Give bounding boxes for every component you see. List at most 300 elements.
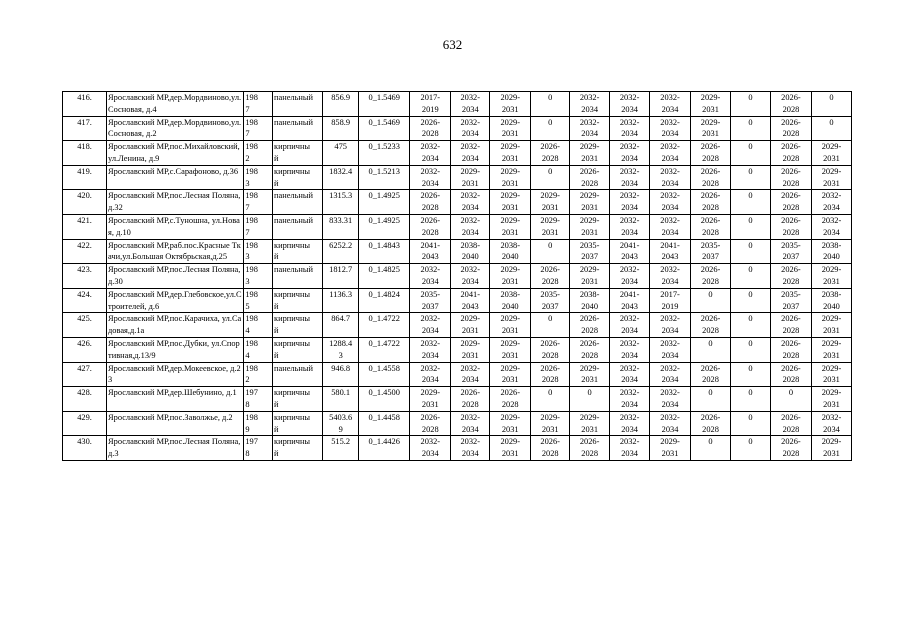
area-cell	[323, 313, 359, 338]
repair-term-line: 2026-	[420, 191, 441, 201]
repair-term-line: 2031	[823, 375, 840, 385]
priority-code-cell: 0_1.4925	[359, 214, 410, 239]
address-line: Ярославский МР,	[108, 93, 170, 102]
repair-term-line: 2029-	[700, 117, 721, 127]
priority-code-cell: 0_1.4925	[359, 190, 410, 215]
build-year-cell	[244, 190, 273, 215]
repair-term-line: 2032-	[579, 117, 600, 127]
table-row	[63, 264, 852, 289]
repair-term-cell	[531, 264, 570, 289]
build-year-cell	[244, 165, 273, 190]
repair-term-cell	[691, 313, 731, 338]
repair-term-line: 2026-	[420, 117, 441, 127]
repair-term-cell	[610, 92, 650, 117]
table-row	[63, 141, 852, 166]
address-line: дер.Шебунино, д.1	[169, 388, 237, 398]
repair-term-cell	[531, 411, 570, 436]
wall-material-line: кирпичны	[274, 289, 311, 299]
row-number: 417.	[63, 116, 107, 141]
repair-term-cell	[490, 436, 531, 461]
repair-term-line: 2029-	[579, 412, 600, 422]
repair-term-line: 2031	[702, 104, 719, 114]
repair-term-line: 2029-	[821, 142, 842, 152]
build-year-line: 198	[245, 191, 258, 201]
repair-term-line: 2031	[501, 104, 519, 114]
build-year-line: 198	[245, 314, 258, 324]
repair-term-cell	[490, 239, 531, 264]
repair-term-line: 2034	[581, 104, 598, 114]
repair-term-cell	[811, 387, 851, 412]
repair-term-cell	[490, 190, 531, 215]
repair-term-cell	[490, 288, 531, 313]
repair-term-cell	[770, 190, 811, 215]
repair-term-cell	[410, 313, 451, 338]
area-line: 946.8	[331, 363, 351, 373]
repair-term-cell	[531, 362, 570, 387]
address-cell	[107, 436, 244, 461]
repair-term-line: 2031	[823, 153, 840, 163]
repair-term-cell	[650, 411, 691, 436]
repair-term-cell	[531, 165, 570, 190]
repair-term-cell	[610, 165, 650, 190]
repair-term-cell	[490, 387, 531, 412]
repair-term-line: 2028	[782, 449, 800, 459]
build-year-line: 198	[245, 117, 258, 127]
repair-term-cell	[410, 141, 451, 166]
row-number: 419.	[63, 165, 107, 190]
repair-term-cell	[811, 190, 851, 215]
repair-term-line: 2037	[782, 301, 800, 311]
repair-term-line: 2032-	[420, 363, 441, 373]
repair-term-line: 2029-	[821, 363, 842, 373]
address-line: Ярославский МР,	[108, 142, 170, 152]
repair-term-line: 2031	[541, 424, 559, 434]
repair-term-line: 2031	[501, 178, 519, 188]
repair-term-line: 2032-	[660, 215, 680, 225]
repair-term-line: 2028	[461, 399, 479, 409]
wall-material-cell	[273, 214, 323, 239]
repair-term-line: 2035-	[781, 289, 801, 299]
repair-term-line: 2026-	[781, 437, 801, 447]
repair-term-line: 2034	[421, 153, 439, 163]
repair-term-line: 2029-	[579, 363, 600, 373]
repair-term-cell	[451, 362, 490, 387]
wall-material-line: й	[274, 252, 279, 262]
repair-term-line: 0	[748, 240, 753, 250]
table-body	[63, 92, 852, 461]
area-cell	[323, 436, 359, 461]
table-row	[63, 165, 852, 190]
repair-term-line: 2032-	[821, 215, 842, 225]
repair-term-line: 2041-	[660, 240, 680, 250]
repair-term-cell	[770, 411, 811, 436]
repair-term-line: 2028	[421, 424, 439, 434]
build-year-line: 7	[245, 227, 250, 237]
table-row	[63, 337, 852, 362]
repair-term-cell	[610, 190, 650, 215]
area-cell	[323, 92, 359, 117]
repair-term-line: 2028	[421, 129, 439, 139]
repair-term-line: 2029-	[579, 265, 600, 275]
repair-term-line: 2032-	[420, 437, 441, 447]
repair-term-line: 2029-	[500, 191, 520, 201]
build-year-line: 198	[245, 289, 258, 299]
repair-term-line: 2026-	[540, 338, 560, 348]
repair-term-line: 2032-	[460, 437, 481, 447]
row-number: 428.	[63, 387, 107, 412]
repair-term-line: 2034	[661, 203, 679, 213]
repair-term-line: 2034	[621, 276, 638, 286]
address-line: ул.Сосновая, д.2	[108, 117, 242, 139]
repair-term-line: 2031	[501, 129, 519, 139]
repair-term-line: 2026-	[579, 437, 600, 447]
wall-material-cell	[273, 92, 323, 117]
address-line: дер.Мокеевское, д.23	[108, 363, 241, 385]
repair-term-line: 2029-	[500, 363, 520, 373]
repair-term-line: 2037	[702, 252, 719, 262]
repair-term-line: 2034	[661, 227, 679, 237]
repair-term-cell	[610, 141, 650, 166]
area-line: 580.1	[331, 388, 351, 398]
repair-term-line: 2029-	[460, 314, 481, 324]
repair-term-cell	[770, 141, 811, 166]
repair-term-line: 2028	[782, 276, 800, 286]
repair-term-line: 2029-	[500, 314, 520, 324]
wall-material-cell	[273, 362, 323, 387]
repair-term-cell	[610, 214, 650, 239]
repair-term-line: 2043	[661, 252, 679, 262]
repair-term-cell	[811, 436, 851, 461]
repair-term-cell	[451, 387, 490, 412]
repair-term-line: 0	[548, 117, 553, 127]
repair-term-line: 2032-	[460, 412, 481, 422]
repair-term-line: 2034	[461, 104, 479, 114]
repair-term-line: 2028	[782, 326, 800, 336]
repair-term-line: 2041-	[619, 289, 640, 299]
repair-term-line: 0	[548, 314, 553, 324]
repair-term-cell	[650, 387, 691, 412]
repair-term-cell	[410, 116, 451, 141]
repair-term-line: 2032-	[660, 338, 680, 348]
repair-term-line: 2034	[621, 178, 638, 188]
repair-term-cell	[731, 92, 771, 117]
repair-term-line: 2038-	[460, 240, 481, 250]
row-number: 422.	[63, 239, 107, 264]
repair-term-line: 2040	[501, 301, 519, 311]
wall-material-line: й	[274, 153, 279, 163]
repair-term-line: 2038-	[500, 289, 520, 299]
repair-term-line: 2028	[782, 350, 800, 360]
row-number: 427.	[63, 362, 107, 387]
repair-term-cell	[570, 387, 610, 412]
repair-term-line: 2026-	[700, 191, 721, 201]
repair-term-cell	[570, 264, 610, 289]
repair-term-line: 2029-	[540, 191, 560, 201]
row-number: 423.	[63, 264, 107, 289]
repair-term-line: 2034	[621, 227, 638, 237]
repair-term-line: 0	[748, 93, 753, 102]
area-line: 475	[334, 142, 347, 152]
repair-term-line: 2026-	[781, 191, 801, 201]
repair-term-line: 2029-	[821, 166, 842, 176]
area-line: 3	[338, 350, 343, 360]
repair-term-line: 2029-	[579, 142, 600, 152]
wall-material-cell	[273, 190, 323, 215]
address-line: ул.Большая Октябрьская,	[122, 252, 213, 262]
repair-term-cell	[610, 264, 650, 289]
area-cell	[323, 165, 359, 190]
priority-code-cell: 0_1.5469	[359, 92, 410, 117]
repair-term-cell	[811, 313, 851, 338]
wall-material-line: кирпичны	[274, 437, 311, 447]
repair-term-line: 2026-	[700, 142, 721, 152]
repair-term-line: 2043	[621, 301, 638, 311]
address-cell	[107, 92, 244, 117]
address-line: Ярославский МР,	[108, 117, 170, 127]
repair-term-line: 2031	[581, 424, 598, 434]
repair-term-line: 2034	[661, 153, 679, 163]
repair-term-line: 2029-	[500, 412, 520, 422]
repair-term-line: 2031	[501, 350, 519, 360]
repair-term-line: 0	[548, 93, 553, 102]
wall-material-line: панельный	[274, 93, 314, 102]
repair-term-line: 2034	[461, 153, 479, 163]
repair-term-cell	[811, 92, 851, 117]
repair-term-cell	[570, 190, 610, 215]
repair-term-line: 2028	[702, 227, 719, 237]
repair-term-line: 2032-	[619, 117, 640, 127]
repair-term-line: 2032-	[619, 412, 640, 422]
repair-term-line: 2034	[621, 449, 638, 459]
wall-material-cell	[273, 411, 323, 436]
repair-term-cell	[650, 165, 691, 190]
build-year-line: 2	[245, 153, 250, 163]
address-line: ул.Сосновая, д.4	[108, 93, 242, 114]
repair-term-cell	[451, 313, 490, 338]
repair-term-cell	[610, 387, 650, 412]
address-line: дер.Мордвиново,	[169, 93, 232, 102]
repair-term-line: 2031	[541, 227, 559, 237]
repair-term-cell	[770, 337, 811, 362]
wall-material-cell	[273, 337, 323, 362]
build-year-cell	[244, 264, 273, 289]
repair-term-cell	[650, 92, 691, 117]
repair-term-cell	[650, 239, 691, 264]
row-number: 420.	[63, 190, 107, 215]
wall-material-line: панельный	[274, 117, 314, 127]
repair-term-cell	[451, 264, 490, 289]
repair-term-line: 2026-	[420, 412, 441, 422]
repair-term-cell	[811, 288, 851, 313]
build-year-line: 198	[245, 338, 258, 348]
table-row	[63, 214, 852, 239]
repair-term-cell	[811, 362, 851, 387]
repair-term-line: 2034	[581, 129, 598, 139]
row-number: 416.	[63, 92, 107, 117]
repair-term-line: 2028	[782, 178, 800, 188]
wall-material-line: панельный	[274, 191, 314, 201]
repair-term-cell	[731, 288, 771, 313]
repair-term-line: 2031	[421, 399, 439, 409]
wall-material-line: кирпичны	[274, 166, 311, 176]
page-number: 632	[442, 37, 463, 52]
repair-term-cell	[451, 165, 490, 190]
address-line: пос.Лесная Поляна, д.3	[108, 437, 241, 459]
repair-term-line: 2026-	[781, 412, 801, 422]
repair-term-line: 2032-	[460, 363, 481, 373]
area-cell	[323, 190, 359, 215]
repair-term-cell	[451, 141, 490, 166]
repair-term-line: 2029-	[660, 437, 680, 447]
repair-term-line: 2034	[621, 424, 638, 434]
repair-term-line: 2026-	[781, 93, 801, 102]
repair-term-cell	[410, 288, 451, 313]
address-cell	[107, 239, 244, 264]
repair-term-line: 2026-	[420, 215, 441, 225]
repair-term-line: 2026-	[700, 166, 721, 176]
wall-material-line: панельный	[274, 265, 314, 275]
build-year-line: 4	[245, 326, 250, 336]
repair-term-line: 2028	[541, 153, 559, 163]
repair-term-line: 2032-	[420, 314, 441, 324]
repair-term-line: 2034	[621, 129, 638, 139]
repair-term-cell	[731, 387, 771, 412]
repair-term-line: 2034	[823, 203, 840, 213]
repair-term-cell	[650, 214, 691, 239]
repair-term-line: 2041-	[619, 240, 640, 250]
row-number: 430.	[63, 436, 107, 461]
address-line: Ярославский МР,	[108, 240, 170, 250]
repair-term-cell	[770, 313, 811, 338]
repair-term-line: 2032-	[420, 166, 441, 176]
repair-term-line: 2031	[823, 350, 840, 360]
repair-term-line: 2026-	[781, 314, 801, 324]
repair-term-cell	[610, 436, 650, 461]
wall-material-line: панельный	[274, 363, 314, 373]
repair-term-cell	[811, 239, 851, 264]
area-cell	[323, 387, 359, 412]
wall-material-line: й	[274, 350, 279, 360]
address-line: ул.Строителей, д.6	[108, 289, 242, 311]
repair-term-cell	[691, 239, 731, 264]
repair-term-cell	[410, 436, 451, 461]
build-year-line: 197	[245, 437, 258, 447]
repair-term-cell	[650, 362, 691, 387]
repair-term-cell	[610, 116, 650, 141]
repair-term-line: 2029-	[540, 412, 560, 422]
repair-term-line: 2031	[823, 449, 840, 459]
table-row	[63, 288, 852, 313]
repair-term-line: 2032-	[420, 338, 441, 348]
priority-code-cell: 0_1.4824	[359, 288, 410, 313]
repair-term-line: 0	[548, 388, 553, 398]
repair-term-line: 2019	[661, 301, 679, 311]
repair-term-cell	[531, 190, 570, 215]
repair-term-line: 2031	[541, 203, 559, 213]
repair-term-cell	[691, 141, 731, 166]
repair-term-cell	[650, 141, 691, 166]
repair-term-cell	[610, 362, 650, 387]
address-line: Ярославский МР,	[108, 437, 170, 447]
address-line: дер.Глебовское,	[169, 289, 226, 299]
repair-term-line: 2031	[581, 375, 598, 385]
address-line: д.25	[212, 252, 228, 262]
repair-term-cell	[490, 214, 531, 239]
address-line: Ярославский МР,	[108, 363, 170, 373]
repair-term-line: 2032-	[460, 93, 481, 102]
repair-term-line: 2029-	[500, 117, 520, 127]
address-cell	[107, 288, 244, 313]
housing-registry-table	[62, 91, 852, 461]
repair-term-line: 2031	[823, 399, 840, 409]
repair-term-cell	[490, 116, 531, 141]
address-line: пос.Лесная Поляна, д.32	[108, 191, 241, 213]
repair-term-line: 2031	[823, 178, 840, 188]
repair-term-line: 2032-	[660, 363, 680, 373]
build-year-line: 7	[245, 203, 250, 213]
repair-term-line: 2034	[461, 129, 479, 139]
repair-term-line: 2028	[581, 178, 598, 188]
repair-term-line: 2028	[581, 350, 598, 360]
address-cell	[107, 264, 244, 289]
repair-term-line: 2032-	[619, 388, 640, 398]
repair-term-line: 2040	[461, 252, 479, 262]
repair-term-line: 2031	[461, 326, 479, 336]
priority-code-cell: 0_1.4825	[359, 264, 410, 289]
repair-term-line: 2026-	[540, 265, 560, 275]
priority-code-cell: 0_1.5233	[359, 141, 410, 166]
repair-term-line: 2026-	[781, 166, 801, 176]
address-line: пос.Лесная Поляна, д.30	[108, 265, 241, 286]
address-line: ул.Ленина, д.9	[108, 153, 160, 163]
repair-term-line: 2029-	[460, 166, 481, 176]
address-line: с.Сарафоново, д.36	[169, 166, 239, 176]
repair-term-line: 2043	[421, 252, 439, 262]
priority-code-cell: 0_1.4843	[359, 239, 410, 264]
repair-term-line: 2032-	[619, 363, 640, 373]
repair-term-line: 2034	[421, 375, 439, 385]
repair-term-cell	[731, 165, 771, 190]
repair-term-line: 2035-	[579, 240, 600, 250]
address-line: д.13/9	[134, 350, 156, 360]
repair-term-cell	[811, 141, 851, 166]
repair-term-line: 2032-	[460, 191, 481, 201]
repair-term-cell	[770, 288, 811, 313]
address-cell	[107, 411, 244, 436]
repair-term-line: 2037	[541, 301, 559, 311]
repair-term-line: 2026-	[500, 388, 520, 398]
address-cell	[107, 362, 244, 387]
repair-term-line: 2034	[661, 104, 679, 114]
repair-term-line: 0	[748, 412, 753, 422]
repair-term-line: 2028	[702, 203, 719, 213]
repair-term-line: 2032-	[619, 215, 640, 225]
area-cell	[323, 214, 359, 239]
repair-term-line: 2032-	[420, 142, 441, 152]
area-cell	[323, 264, 359, 289]
repair-term-line: 2028	[702, 375, 719, 385]
repair-term-cell	[531, 313, 570, 338]
repair-term-line: 2028	[541, 449, 559, 459]
priority-code-cell: 0_1.4722	[359, 337, 410, 362]
repair-term-line: 2029-	[821, 265, 842, 275]
repair-term-line: 2038-	[821, 289, 842, 299]
repair-term-line: 2028	[702, 276, 719, 286]
repair-term-cell	[410, 92, 451, 117]
address-line: Ярославский МР,	[108, 215, 170, 225]
wall-material-line: кирпичны	[274, 240, 311, 250]
address-line: пос.Михайловский,	[169, 142, 240, 152]
